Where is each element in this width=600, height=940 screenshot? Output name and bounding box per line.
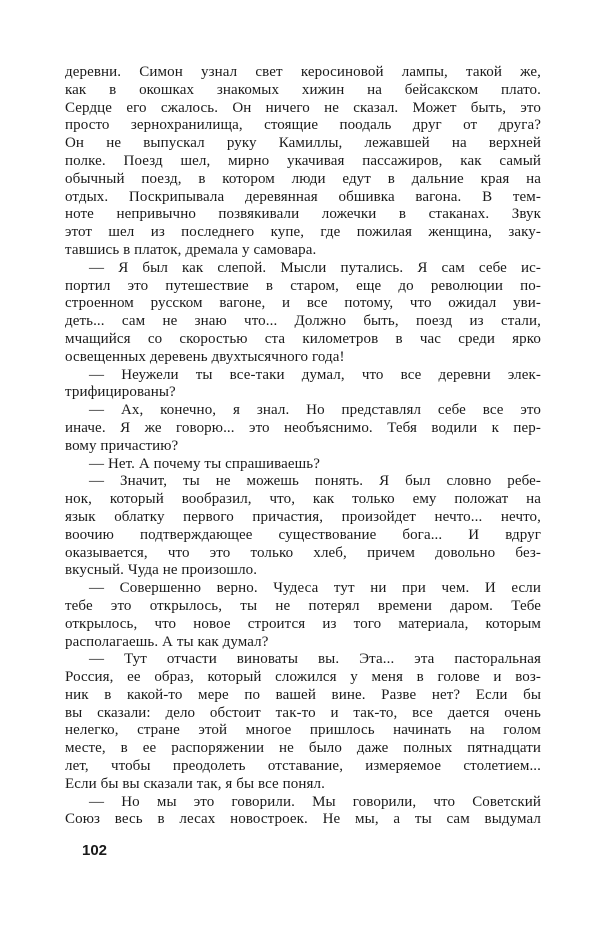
text-line: — Ах, конечно, я знал. Но представлял себе все это [89,402,541,419]
text-line: лет, чтобы преодолеть отставание, измеряемое столетием... [65,758,541,775]
text-line: располагаешь. А ты как думал? [65,633,269,650]
text-line: ник в какой-то мере по вашей вине. Разве нет? Если бы [65,686,541,703]
text-line: мчащийся со скоростью ста километров в час среди ярко [65,330,541,347]
text-line: освещенных деревень двухтысячного года! [65,348,345,365]
text-line: вкусный. Чуда не произошло. [65,562,258,579]
text-line: Сердце его сжалось. Он ничего не сказал. Может быть, это [65,99,541,116]
text-line: нелегко, стране этой многое пришлось начинать на голом [65,722,541,739]
text-line: — Нет. А почему ты спрашиваешь? [89,455,320,472]
text-line: этот шел из последнего купе, где пожилая женщина, заку- [65,224,541,241]
text-line: иначе. Я же говорю... это необъяснимо. Тебя водили к пер- [65,419,541,436]
text-line: ноте непривычно позвякивали ложечки в стаканах. Звук [65,206,541,223]
text-line: обычный поезд, в котором люди едут в дальние края на [65,170,541,187]
text-line: — Совершенно верно. Чудеса тут ни при чем. И если [89,580,541,597]
text-line: воочию подтверждающее существование бога... И вдруг [65,526,541,543]
text-line: строенном русском вагоне, и все потому, что ожидал уви- [65,295,541,312]
text-line: вы сказали: дело обстоит так-то и так-то, все дается очень [65,704,541,721]
text-line: — Значит, ты не можешь понять. Я был словно ребе- [89,473,541,490]
text-line: Союз весь в лесах новостроек. Не мы, а ты сам выдумал [65,811,541,828]
text-line: оказывается, что это только хлеб, причем довольно без- [65,544,541,561]
text-line: просто зернохранилища, стоящие поодаль друг от друга? [65,117,541,134]
text-line: Если бы вы сказали так, я бы все понял. [65,775,325,792]
text-line: деревни. Симон узнал свет керосиновой лампы, такой же, [65,64,541,80]
text-line: трифицированы? [65,384,176,401]
text-line: как в окошках знакомых хижин на бейсакском плато. [65,81,541,98]
text-line: деть... сам не знаю что... Должно быть, поезд из стали, [65,313,541,330]
text-line: нок, который вообразил, что, как только ему положат на [65,491,541,508]
text-line: месте, в ее распоряжении не было даже полных пятнадцати [65,740,541,757]
text-line: — Тут отчасти виноваты вы. Эта... эта пасторальная [89,651,541,668]
text-line: тавшись в платок, дремала у самовара. [65,241,317,258]
book-page-text [65,64,541,829]
text-line: — Но мы это говорили. Мы говорили, что Советский [89,793,541,810]
text-line: отдых. Поскрипывала деревянная обшивка вагона. В тем- [65,188,541,205]
text-line: полке. Поезд шел, мирно укачивая пассажиров, как самый [65,152,541,169]
text-line: — Неужели ты все-таки думал, что все деревни элек- [89,366,541,383]
text-line: вому причастию? [65,437,179,454]
text-line: — Я был как слепой. Мысли путались. Я сам себе ис- [89,259,541,276]
text-line: тебе это открылось, ты не потерял времени даром. Тебе [65,597,541,614]
text-line: Россия, ее образ, который сложился у меня в голове и воз- [65,669,541,686]
text-line: язык облатку первого причастия, произойдет нечто... нечто, [65,508,541,525]
text-line: открылось, что новое строится из того материала, которым [65,615,541,632]
page-number: 102 [82,842,108,859]
text-line: Он не выпускал руку Камиллы, лежавшей на верхней [65,135,541,152]
text-line: портил это путешествие в старом, еще до революции по- [65,277,541,294]
